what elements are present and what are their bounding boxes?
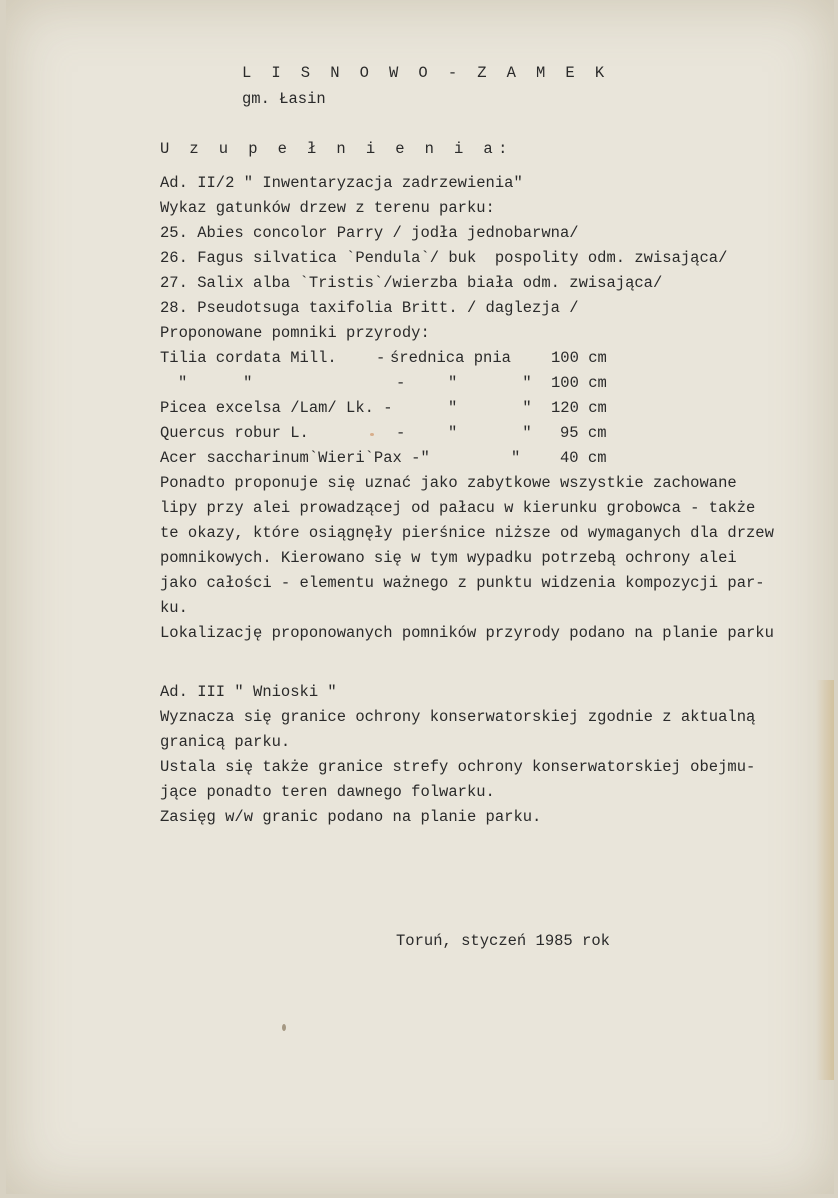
ad3-line: Ustala się także granice strefy ochrony konserwatorskiej obejmu- xyxy=(160,758,756,776)
ad3-heading: Ad. III " Wnioski " xyxy=(160,683,337,701)
monument-measure: średnica pnia xyxy=(390,349,511,367)
commune-name: gm. Łasin xyxy=(242,90,326,108)
monument-value: 95 cm xyxy=(560,424,607,442)
paragraph-line: te okazy, które osiągnęły pierśnice niższe od wymaganych dla drzew xyxy=(160,524,774,542)
species-line: 28. Pseudotsuga taxifolia Britt. / daglezja / xyxy=(160,299,579,317)
paragraph-line: lipy przy alei prowadzącej od pałacu w kierunku grobowca - także xyxy=(160,499,756,517)
monument-measure: " " xyxy=(448,374,532,392)
monument-measure: " " xyxy=(448,424,532,442)
monument-name: " " xyxy=(178,374,253,392)
monument-value: 100 cm xyxy=(551,374,607,392)
monument-value: 40 cm xyxy=(560,449,607,467)
monument-dash: - xyxy=(396,374,406,392)
paragraph-line: Lokalizację proponowanych pomników przyrody podano na planie parku xyxy=(160,624,774,642)
monument-name: Quercus robur L. xyxy=(160,424,309,442)
species-line: 27. Salix alba `Tristis`/wierzba biała odm. zwisająca/ xyxy=(160,274,663,292)
section-title: U z u p e ł n i e n i a: xyxy=(160,140,513,158)
monument-value: 120 cm xyxy=(551,399,607,417)
place-date-signature: Toruń, styczeń 1985 rok xyxy=(396,932,610,950)
ad3-line: Zasięg w/w granic podano na planie parku. xyxy=(160,808,542,826)
monument-measure: " " xyxy=(448,399,532,417)
place-name: L I S N O W O - Z A M E K xyxy=(242,64,610,82)
species-line: 25. Abies concolor Parry / jodła jednobarwna/ xyxy=(160,224,579,242)
paragraph-line: jako całości - elementu ważnego z punktu widzenia kompozycji par- xyxy=(160,574,765,592)
monuments-intro: Proponowane pomniki przyrody: xyxy=(160,324,430,342)
monument-value: 100 cm xyxy=(551,349,607,367)
ink-speck xyxy=(370,433,374,436)
monument-measure: " xyxy=(511,449,521,467)
monument-name: Picea excelsa /Lam/ Lk. - xyxy=(160,399,393,417)
species-intro: Wykaz gatunków drzew z terenu parku: xyxy=(160,199,495,217)
ink-speck xyxy=(282,1024,286,1031)
paragraph-line: Ponadto proponuje się uznać jako zabytkowe wszystkie zachowane xyxy=(160,474,737,492)
ad3-line: jące ponadto teren dawnego folwarku. xyxy=(160,783,495,801)
ad3-line: granicą parku. xyxy=(160,733,291,751)
species-line: 26. Fagus silvatica `Pendula`/ buk pospolity odm. zwisająca/ xyxy=(160,249,728,267)
monument-name: Tilia cordata Mill. xyxy=(160,349,337,367)
paper-sheet xyxy=(6,0,834,1194)
paragraph-line: ku. xyxy=(160,599,188,617)
monument-dash: - xyxy=(376,349,386,367)
ad2-heading: Ad. II/2 " Inwentaryzacja zadrzewienia" xyxy=(160,174,523,192)
ad3-line: Wyznacza się granice ochrony konserwatorskiej zgodnie z aktualną xyxy=(160,708,756,726)
paragraph-line: pomnikowych. Kierowano się w tym wypadku potrzebą ochrony alei xyxy=(160,549,737,567)
monument-name: Acer saccharinum`Wieri`Pax -" xyxy=(160,449,430,467)
monument-dash: - xyxy=(396,424,406,442)
